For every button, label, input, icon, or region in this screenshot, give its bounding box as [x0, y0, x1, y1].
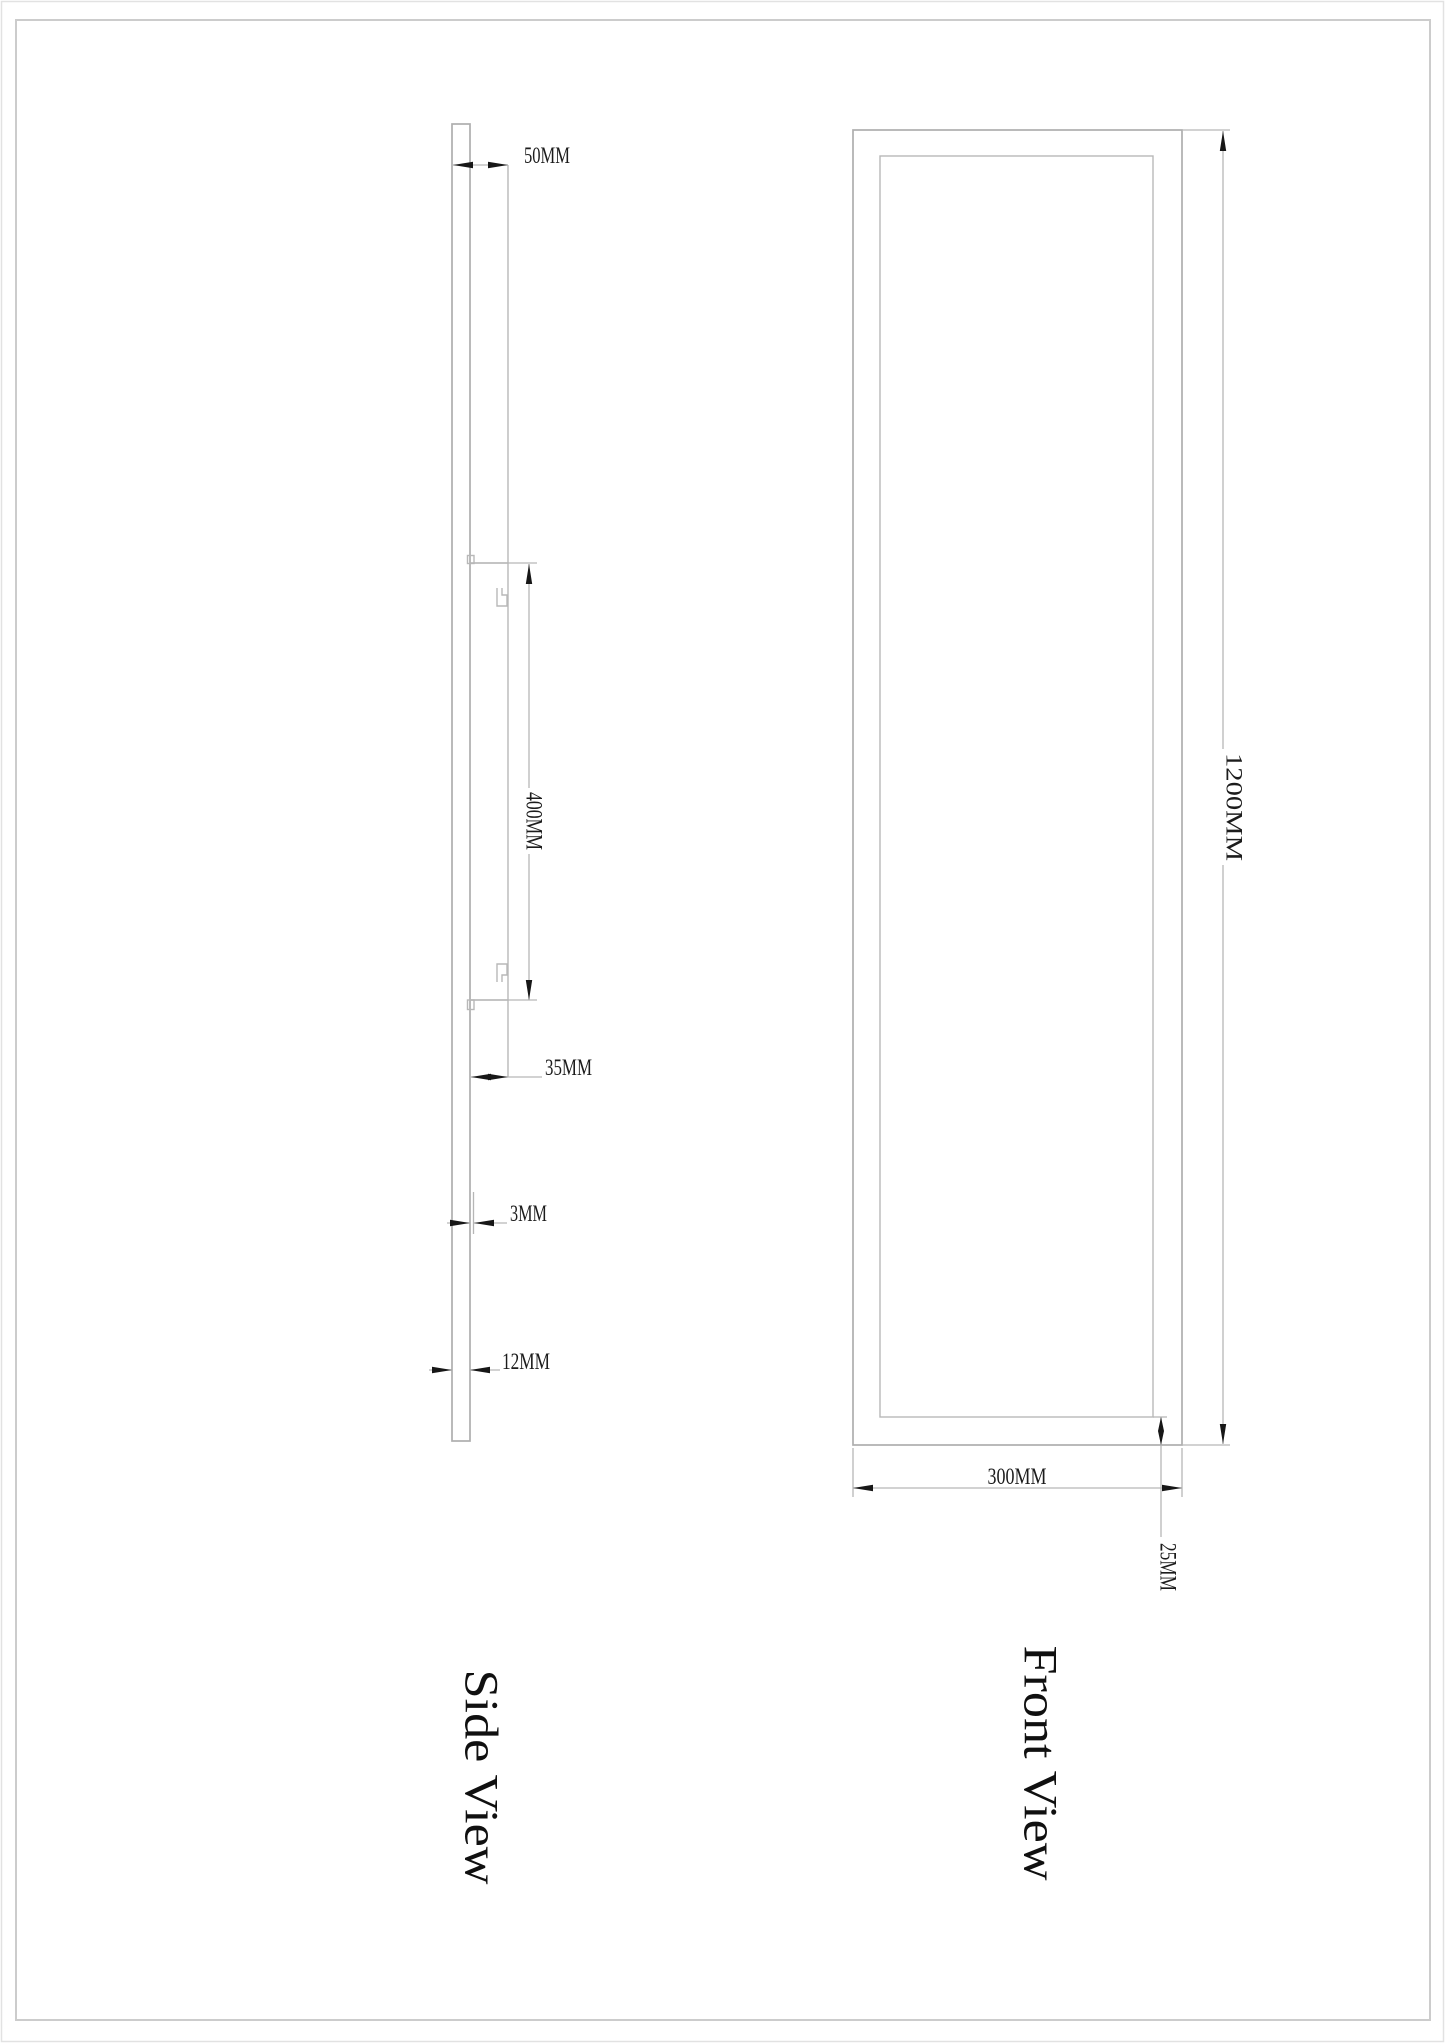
dim-label-50mm: 50MM — [524, 143, 570, 168]
dim-1200mm — [1182, 130, 1247, 1445]
dim-label-12mm: 12MM — [502, 1349, 550, 1374]
arrowhead — [1220, 131, 1226, 151]
arrowhead — [470, 1367, 490, 1373]
dim-12mm — [429, 1349, 550, 1374]
dim-label-25mm: 25MM — [1155, 1543, 1181, 1607]
dim-300mm — [853, 1448, 1182, 1497]
arrowhead — [488, 162, 508, 168]
sheet-edge — [2, 2, 1444, 2042]
dim-label-35mm: 35MM — [545, 1055, 592, 1080]
dim-label-300mm: 300MM — [987, 1464, 1047, 1489]
dim-label-3mm: 3MM — [510, 1201, 547, 1226]
arrowhead — [1220, 1424, 1226, 1444]
arrowhead — [853, 1485, 873, 1491]
dim-label-400mm: 400MM — [521, 792, 547, 868]
dim-25mm — [1153, 1417, 1181, 1607]
dim-35mm — [471, 1055, 592, 1080]
front-panel-outer — [853, 130, 1182, 1445]
side-view-geometry — [452, 124, 508, 1441]
arrowhead — [1158, 1431, 1164, 1445]
mounting-bracket-edges — [470, 563, 508, 1000]
side-panel-outline — [452, 124, 470, 1441]
page-border — [16, 20, 1430, 2020]
dim-3mm — [447, 1201, 547, 1226]
arrowhead — [526, 980, 532, 1000]
arrowhead — [488, 1074, 508, 1080]
arrowhead — [474, 1220, 494, 1226]
dim-label-1200mm: 1200MM — [1221, 753, 1247, 840]
arrowhead — [1158, 1417, 1164, 1431]
arrowhead — [453, 162, 473, 168]
arrowhead — [526, 564, 532, 584]
arrowhead — [450, 1220, 470, 1226]
spring-clip-bottom — [497, 964, 507, 982]
front-view-geometry — [853, 130, 1182, 1445]
arrowhead — [432, 1367, 452, 1373]
arrowhead — [1162, 1485, 1182, 1491]
front-panel-inner — [880, 156, 1153, 1417]
front-view-label: Front View — [1013, 1645, 1067, 1862]
side-view-label: Side View — [454, 1669, 508, 1868]
spring-clip-top — [497, 588, 507, 606]
